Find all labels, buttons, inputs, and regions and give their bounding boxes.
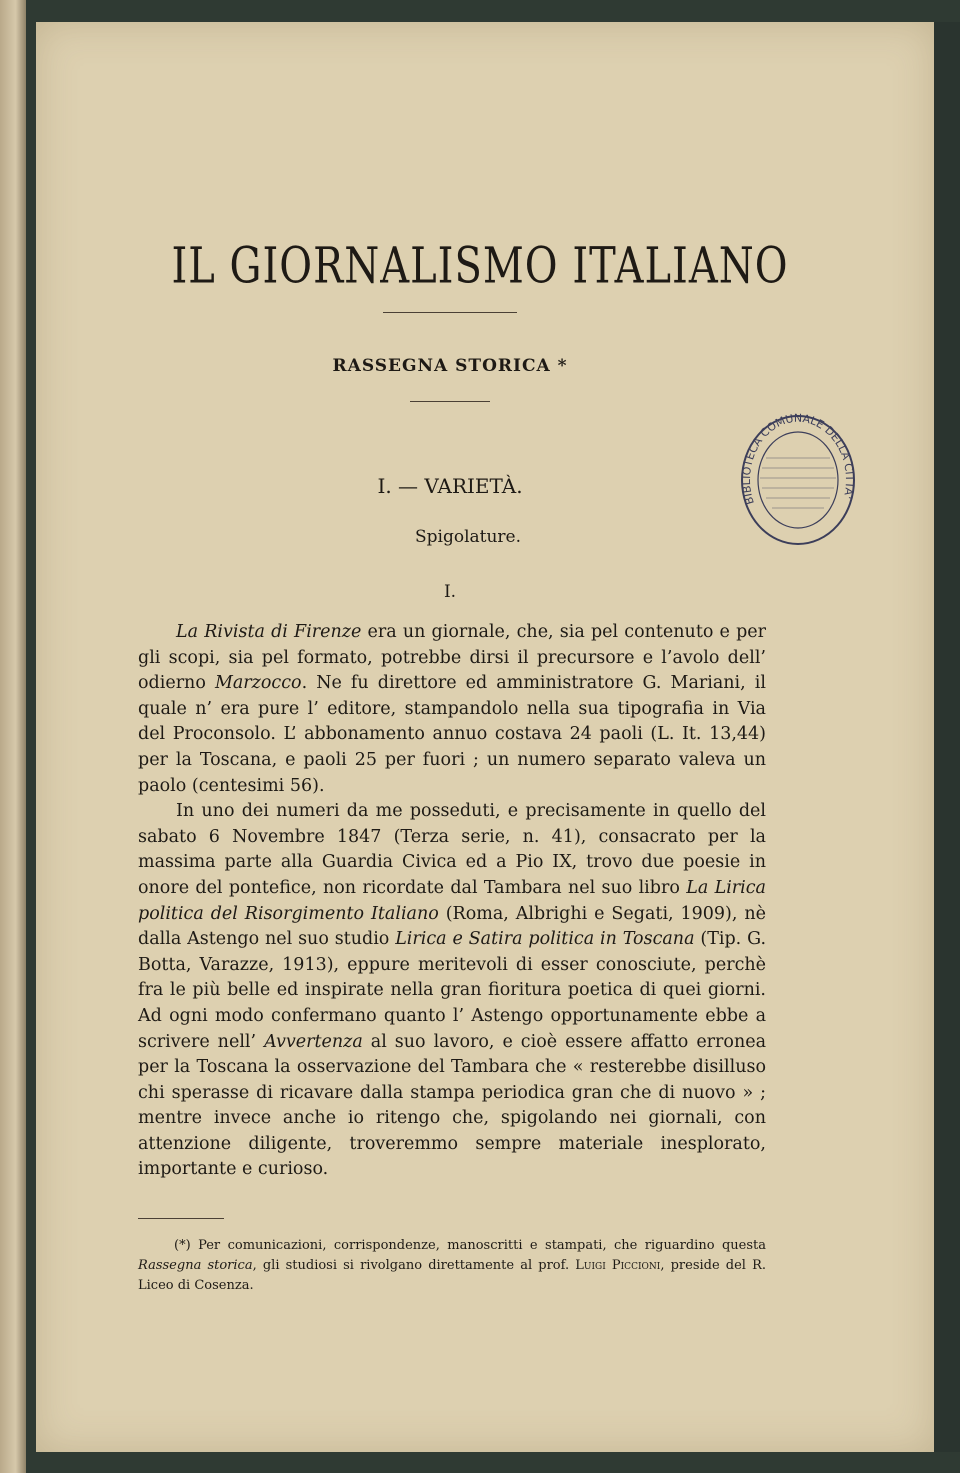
stamp-text: BIBLIOTECA COMUNALE DELLA CITTA' xyxy=(739,411,857,507)
adjacent-page-edge xyxy=(0,0,26,1473)
page-title: IL GIORNALISMO ITALIANO xyxy=(171,237,789,295)
paragraph-2-text-cont: (Roma, Albrighi e Segati, 1909), nè dalla Astengo nel suo studio xyxy=(138,903,766,950)
subsection-heading: Spigolature. xyxy=(414,527,522,547)
library-stamp xyxy=(736,408,860,548)
paragraph-2-text-cont2: (Tip. G. Botta, Varazze, 1913), eppure meritevoli di esser conosciute, perchè fra le più belle ed inspirate nella gran fioritura poetica di quei giorni. Ad ogni modo confermano quanto l’ Astengo opportunamente ebbe a scrivere nell’ xyxy=(138,929,767,1052)
section-heading: I. — VARIETÀ. xyxy=(377,474,523,498)
italic-rassegna: Rassegna storica xyxy=(138,1258,253,1273)
footnote-text-cont: , gli studiosi si rivolgano direttamente al prof. xyxy=(252,1258,576,1273)
title-divider xyxy=(383,312,517,313)
article-body xyxy=(138,620,766,1183)
paragraph-2-text-cont3: al suo lavoro, e cioè essere affatto erronea per la Toscana la osservazione del Tambara che « resterebbe disilluso chi sperasse di ricavare dalla stampa periodica gran che di nuovo » ; mentre invece anche io ritengo che, spigolando nei giornali, con attenzione diligente, troveremmo sempre materiale inesplorato, importante e curioso. xyxy=(138,1031,767,1180)
author-name: Luigi Piccioni xyxy=(575,1258,661,1273)
italic-title-rivista: La Rivista di Firenze xyxy=(176,622,362,642)
paragraph-2 xyxy=(138,799,766,1183)
footnote xyxy=(138,1236,766,1296)
page-subtitle: RASSEGNA STORICA * xyxy=(332,356,568,376)
italic-title-marzocco: Marzocco xyxy=(214,673,302,694)
paragraph-1 xyxy=(138,620,766,799)
italic-avvertenza: Avvertenza xyxy=(264,1031,363,1052)
footnote-text: (*) Per comunicazioni, corrispondenze, manoscritti e stampati, che riguardino questa xyxy=(174,1238,766,1253)
footnote-text-end: , preside del R. Liceo di Cosenza. xyxy=(138,1258,767,1293)
subtitle-divider xyxy=(410,401,490,402)
paragraph-1-text-cont: . Ne fu direttore ed amministratore G. Mariani, il quale n’ era pure l’ editore, stampandolo nella sua tipografia in Via del Proconsolo. L’ abbonamento annuo costava 24 paoli (L. It. 13,44) per la Toscana, e paoli 25 per fuori ; un numero separato valeva un paolo (centesimi 56). xyxy=(138,673,766,796)
italic-title-satira: Lirica e Satira politica in Toscana xyxy=(395,929,695,950)
subsection-number: I. xyxy=(443,582,457,602)
paragraph-1-text: era un giornale, che, sia pel contenuto e per gli scopi, sia pel formato, potrebbe dirsi il precursore e l’avolo dell’ odierno xyxy=(138,622,766,694)
italic-title-lirica: La Lirica politica del Risorgimento Italiano xyxy=(138,877,766,924)
footnote-divider xyxy=(138,1218,224,1219)
paragraph-2-text: In uno dei numeri da me posseduti, e precisamente in quello del sabato 6 Novembre 1847 (Terza serie, n. 41), consacrato per la massima parte alla Guardia Civica ed a Pio IX, trovo due poesie in onore del pontefice, non ricordate dal Tambara nel suo libro xyxy=(138,801,766,898)
